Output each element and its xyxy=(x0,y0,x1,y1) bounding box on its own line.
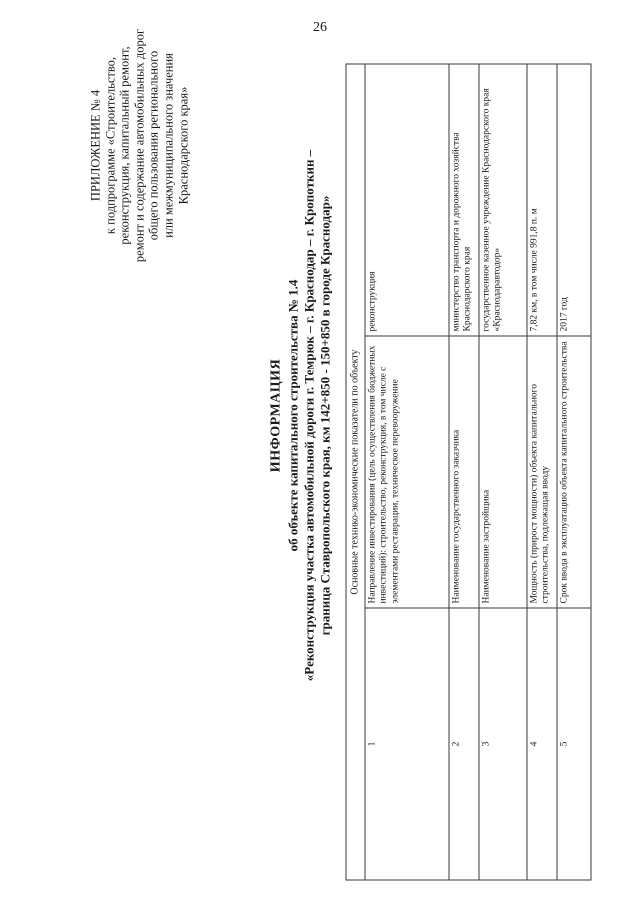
appendix-line: ремонт и содержание автомобильных дорог xyxy=(131,28,146,262)
row-number: 3 xyxy=(478,608,526,880)
project-name-line: «Реконструкция участка автомобильной дороги г. Темрюк – г. Краснодар – г. Кропоткин – xyxy=(301,149,316,681)
appendix-line: реконструкция, капитальный ремонт, xyxy=(117,45,132,245)
indicators-table xyxy=(345,63,591,880)
table-row xyxy=(556,64,590,880)
table-header-row xyxy=(346,64,365,880)
appendix-line: или межмуниципального значения xyxy=(160,52,175,238)
appendix-block xyxy=(88,5,190,285)
row-number: 4 xyxy=(526,608,556,880)
document-heading: ИНФОРМАЦИЯ xyxy=(268,358,283,472)
row-value: реконструкция xyxy=(364,64,448,336)
row-value: 2017 год xyxy=(556,64,590,336)
row-label: Наименование застройщика xyxy=(478,336,526,608)
table-row xyxy=(478,64,526,880)
row-number: 2 xyxy=(448,608,478,880)
row-value: 7,82 км, в том числе 991,8 п. м xyxy=(526,64,556,336)
appendix-line: к подпрограмме «Строительство, xyxy=(102,56,117,234)
table-row xyxy=(364,64,448,880)
row-value: министерство транспорта и дорожного хозяйства Краснодарского края xyxy=(448,64,478,336)
appendix-line: Краснодарского края» xyxy=(175,86,190,204)
row-label: Мощность (прирост мощности) объекта капитального строительства, подлежащая вводу xyxy=(526,336,556,608)
appendix-line: ПРИЛОЖЕНИЕ № 4 xyxy=(88,89,102,201)
row-label: Направление инвестирования (цель осуществления бюджетных инвестиций): строительство, реконструкция, в том числе с элементами реставрации, техническое перевооружение xyxy=(364,336,448,608)
row-label: Наименование государственного заказчика xyxy=(448,336,478,608)
row-number: 5 xyxy=(556,608,590,880)
appendix-line: общего пользования регионального xyxy=(146,50,161,240)
row-label: Срок ввода в эксплуатацию объекта капитального строительства xyxy=(556,336,590,608)
object-line: об объекте капитального строительства № 1.4 xyxy=(285,279,300,551)
page-number: 26 xyxy=(313,20,327,35)
table-header: Основные технико-экономические показатели по объекту xyxy=(346,64,365,880)
document-title-block xyxy=(268,5,333,825)
row-value: государственное казенное учреждение Краснодарского края «Краснодаравтодор» xyxy=(478,64,526,336)
table-row xyxy=(526,64,556,880)
table-row xyxy=(448,64,478,880)
row-number: 1 xyxy=(364,608,448,880)
project-name-line: граница Ставропольского края, км 142+850 - 150+850 в городе Краснодар» xyxy=(317,195,332,635)
